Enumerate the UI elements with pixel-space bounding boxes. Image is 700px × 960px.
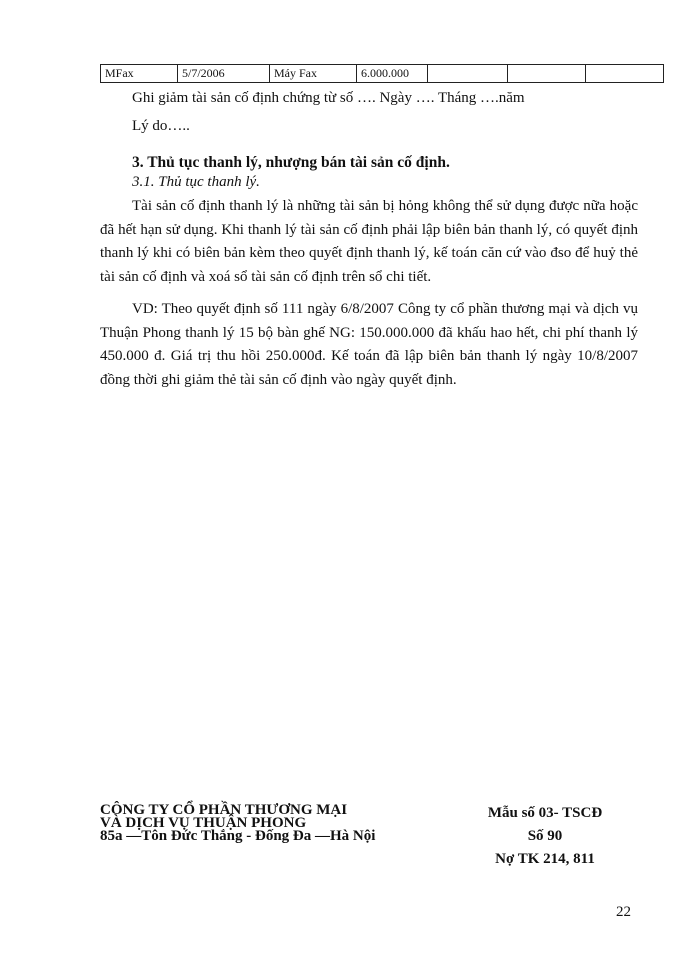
cell-empty-2	[508, 65, 586, 83]
company-name-line2: VÀ DỊCH VỤ THUẬN PHONG	[100, 815, 307, 831]
table-row	[101, 65, 664, 83]
reason-line: Lý do…..	[132, 118, 190, 134]
section-heading: 3. Thủ tục thanh lý, nhượng bán tài sản cố định.	[132, 154, 450, 171]
form-block	[470, 802, 620, 871]
page-number: 22	[616, 904, 631, 920]
decrease-note: Ghi giảm tài sản cố định chứng từ số …. Ngày …. Tháng ….năm	[132, 90, 525, 106]
paragraph-liquidation: Tài sản cố định thanh lý là những tài sản bị hỏng không thể sử dụng được nữa hoặc đã hết hạn sử dụng. Khi thanh lý tài sản cố định phải lập biên bản thanh lý, có quyết định thanh lý khi có biên bản kèm theo quyết định thanh lý, kế toán căn cứ vào đso để huỷ thẻ tài sản cố định và xoá sổ tài sản cố định trên sổ chi tiết.	[100, 198, 638, 286]
cell-code: MFax	[101, 65, 178, 83]
paragraph-example: VD: Theo quyết định số 111 ngày 6/8/2007 Công ty cổ phần thương mại và dịch vụ Thuận Phong thanh lý 15 bộ bàn ghế NG: 150.000.000 đã khấu hao hết, chi phí thanh lý 450.000 đ. Giá trị thu hồi 250.000đ. Kế toán đã lập biên bản thanh lý ngày 10/8/2007 đồng thời ghi giảm thẻ tài sản cố định vào ngày quyết định.	[100, 301, 638, 389]
asset-table	[100, 64, 664, 83]
form-debit-account: Nợ TK 214, 811	[495, 851, 595, 867]
cell-value: 6.000.000	[357, 65, 428, 83]
cell-date: 5/7/2006	[178, 65, 270, 83]
subsection-heading: 3.1. Thủ tục thanh lý.	[132, 174, 260, 190]
form-template: Mẫu số 03- TSCĐ	[487, 805, 603, 821]
company-name-line1: CÔNG TY CỔ PHẦN THƯƠNG MẠI	[100, 802, 348, 818]
company-address: 85a —Tôn Đức Thắng - Đống Đa —Hà Nội	[100, 828, 376, 844]
cell-empty-3	[586, 65, 664, 83]
cell-name: Máy Fax	[270, 65, 357, 83]
company-block	[100, 804, 375, 843]
cell-empty-1	[428, 65, 508, 83]
form-number: Số 90	[527, 828, 563, 844]
